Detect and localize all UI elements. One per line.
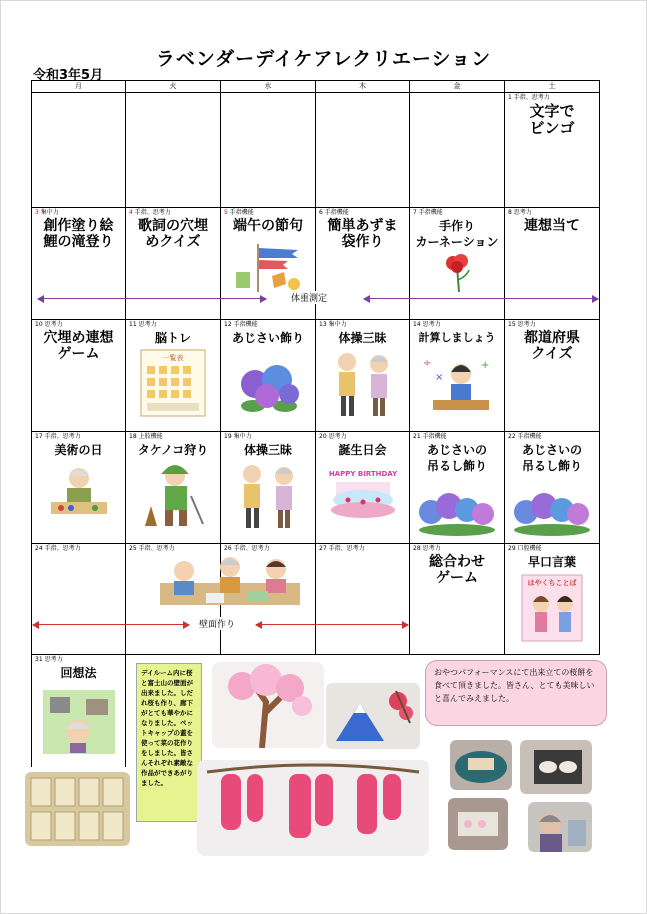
activity-name: 文字で ビンゴ	[529, 102, 575, 137]
svg-text:÷: ÷	[423, 358, 432, 369]
mural-making-label: 壁面作り	[196, 617, 238, 630]
day-cell-17	[32, 432, 126, 544]
activity-name: 穴埋め連想 ゲーム	[43, 330, 114, 362]
day-cell-8	[505, 208, 600, 320]
activity-name: あじさいの 吊るし飾り	[426, 443, 487, 473]
activity-name: 脳トレ	[154, 331, 191, 345]
day-tag: 20 思考力	[319, 433, 347, 440]
weight-check-arrow-left	[38, 298, 266, 299]
day-cell-11	[126, 320, 221, 432]
day-tag: 27 手指、思考力	[319, 545, 365, 552]
activity-name: 総合わせ ゲーム	[429, 554, 485, 586]
weekday-sat: 土	[505, 81, 600, 93]
day-tag: 8 思考力	[508, 209, 532, 216]
activity-name: 簡単あずま 袋作り	[327, 218, 398, 250]
week-row	[32, 544, 600, 655]
activity-name: 体操三昧	[338, 331, 387, 345]
mural-arrow-left	[33, 624, 189, 625]
cherry-tree-mural-photo	[212, 662, 324, 748]
sakura-mochi-plate-photo	[450, 740, 512, 790]
activity-name: 計算しましょう	[418, 331, 496, 344]
svg-text:一覧表: 一覧表	[162, 354, 184, 362]
calculating-boy-illustration	[417, 350, 497, 414]
svg-text:×: ×	[435, 372, 444, 383]
tongue-twister-illustration	[521, 574, 583, 642]
day-tag: 13 集中力	[319, 321, 347, 328]
week-row	[32, 320, 600, 432]
weight-check-label: 体重測定	[288, 291, 330, 304]
hydrangea-illustration	[512, 486, 592, 536]
activity-name: 都道府県 クイズ	[524, 330, 580, 362]
exercising-seniors-illustration	[228, 460, 308, 532]
day-tag: 15 思考力	[508, 321, 536, 328]
day-tag: 1 手指、思考力	[508, 94, 550, 101]
day-cell-27	[316, 544, 410, 655]
week-row	[32, 93, 600, 208]
empty-cell	[410, 93, 505, 208]
snack-performance-bubble: おやつパフォーマンスにて出来立ての桜餅を食べて頂きました。皆さん、とても美味しいと喜んでみえました。	[425, 660, 607, 726]
day-cell-28	[410, 544, 505, 655]
weeping-cherry-photo	[197, 760, 429, 856]
bamboo-shoot-digging-illustration	[135, 460, 211, 532]
week-row	[32, 432, 600, 544]
day-cell-31	[32, 655, 126, 767]
senior-artwork-photo	[25, 772, 130, 846]
day-cell-10	[32, 320, 126, 432]
empty-cell	[126, 93, 221, 208]
activity-name: 体操三昧	[243, 443, 292, 457]
svg-text:+: +	[481, 360, 490, 371]
mural-arrow-right	[256, 624, 408, 625]
svg-text:はやくちことば: はやくちことば	[527, 579, 577, 587]
enjoying-snack-photo	[528, 802, 592, 852]
day-cell-3	[32, 208, 126, 320]
weight-check-arrow-right	[364, 298, 598, 299]
weekday-fri: 金	[410, 81, 505, 93]
day-cell-20	[316, 432, 410, 544]
day-tag: 29 口腔機能	[508, 545, 542, 552]
day-tag: 17 手指、思考力	[35, 433, 81, 440]
day-tag: 4 手指、思考力	[129, 209, 171, 216]
day-tag: 6 手指機能	[319, 209, 349, 216]
mural-note: デイルーム内に桜と富士山の壁面が出来ました。しだれ桜も作り、廊下がとても華やかになりました。ペットキャップの蓋を使って菜の花作りをしました。皆さんそれぞれ素敵な作品ができあがりました。	[136, 663, 202, 822]
weekday-thu: 木	[316, 81, 410, 93]
activity-name: あじさいの 吊るし飾り	[521, 443, 582, 473]
mochi-preparation-photo	[448, 798, 508, 850]
day-tag: 5 手指機能	[224, 209, 254, 216]
hydrangea-illustration	[233, 356, 303, 416]
exercising-seniors-illustration	[323, 348, 403, 420]
weekday-mon: 月	[32, 81, 126, 93]
carp-streamer-illustration	[228, 242, 308, 294]
activity-name: タケノコ狩り	[137, 443, 209, 457]
day-cell-12	[221, 320, 316, 432]
day-cell-22	[505, 432, 600, 544]
day-cell-1	[505, 93, 600, 208]
day-tag: 18 上肢機能	[129, 433, 163, 440]
mural-craft-illustration	[156, 553, 306, 611]
day-cell-7	[410, 208, 505, 320]
day-cell-13	[316, 320, 410, 432]
day-cell-14	[410, 320, 505, 432]
day-tag: 7 手指機能	[413, 209, 443, 216]
birthday-cake-illustration	[328, 464, 398, 520]
day-tag: 24 手指、思考力	[35, 545, 81, 552]
day-tag: 3 集中力	[35, 209, 59, 216]
activity-name: 早口言葉	[527, 555, 576, 569]
activity-name: 誕生日会	[338, 443, 387, 457]
reminiscence-illustration	[42, 689, 116, 755]
day-tag: 26 手指、思考力	[224, 545, 270, 552]
day-cell-19	[221, 432, 316, 544]
mochi-cooking-photo	[520, 740, 592, 794]
month-label: 令和3年5月	[33, 68, 104, 83]
activity-name: あじさい飾り	[231, 331, 304, 345]
day-cell-18	[126, 432, 221, 544]
day-tag: 11 思考力	[129, 321, 157, 328]
brain-training-sheet-illustration	[137, 348, 209, 418]
hydrangea-illustration	[417, 486, 497, 536]
day-tag: 10 思考力	[35, 321, 63, 328]
page-title: ラベンダーデイケアレクリエーション	[155, 48, 492, 70]
day-cell-15	[505, 320, 600, 432]
weekday-tue: 火	[126, 81, 221, 93]
day-cell-29	[505, 544, 600, 655]
activity-name: 端午の節句	[233, 218, 303, 234]
weekday-header	[32, 81, 600, 93]
painting-senior-illustration	[45, 464, 113, 518]
day-tag: 28 思考力	[413, 545, 441, 552]
activity-name: 美術の日	[54, 443, 103, 457]
weekday-wed: 水	[221, 81, 316, 93]
day-tag: 14 思考力	[413, 321, 441, 328]
mt-fuji-mural-photo	[326, 683, 420, 749]
day-cell-21	[410, 432, 505, 544]
day-tag: 21 手指機能	[413, 433, 447, 440]
activity-name: 連想当て	[524, 218, 580, 234]
activity-name: 歌詞の穴埋 めクイズ	[138, 218, 208, 250]
activity-name: 創作塗り絵 鯉の滝登り	[43, 218, 114, 250]
day-tag: 12 手指機能	[224, 321, 258, 328]
empty-cell	[316, 93, 410, 208]
activity-name: 手作り カーネーション	[415, 219, 499, 249]
day-tag: 19 集中力	[224, 433, 252, 440]
day-tag: 25 手指、思考力	[129, 545, 175, 552]
day-tag: 22 手指機能	[508, 433, 542, 440]
svg-text:HAPPY BIRTHDAY: HAPPY BIRTHDAY	[328, 470, 397, 478]
day-cell-24	[32, 544, 126, 655]
empty-cell	[221, 93, 316, 208]
empty-cell	[32, 93, 126, 208]
activity-name: 回想法	[60, 666, 97, 680]
carnation-illustration	[437, 252, 477, 294]
day-cell-4	[126, 208, 221, 320]
day-tag: 31 思考力	[35, 656, 63, 663]
